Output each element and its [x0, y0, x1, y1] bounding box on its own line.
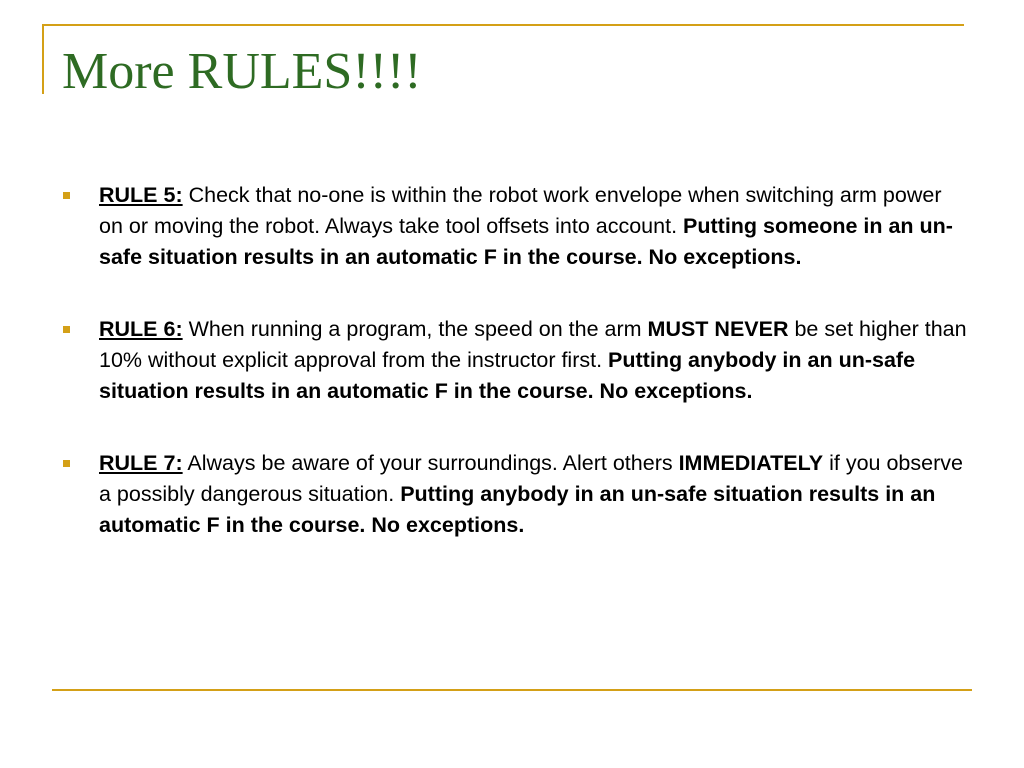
- rule-text: Check that no-one is within the robot work envelope when switching arm power on or moving the robot. Always take tool offsets into account.: [99, 183, 942, 238]
- rule-text-continued: be set higher than 10% without explicit approval from the instructor first.: [99, 317, 967, 372]
- rule-consequence: Putting anybody in an un-safe situation results in an automatic F in the course. No exceptions.: [99, 482, 936, 537]
- list-item-rule-5: [62, 180, 967, 273]
- rule-label: RULE 5:: [99, 183, 183, 207]
- left-divider-line: [42, 24, 44, 94]
- bottom-divider-line: [52, 689, 972, 691]
- rule-label: RULE 7:: [99, 451, 183, 475]
- rule-consequence: Putting anybody in an un-safe situation results in an automatic F in the course. No exceptions.: [99, 348, 916, 403]
- rule-text: Always be aware of your surroundings. Alert others: [182, 451, 679, 475]
- list-item-rule-7: [62, 448, 967, 541]
- square-bullet-icon: [63, 460, 70, 467]
- square-bullet-icon: [63, 192, 70, 199]
- slide-title: More RULES!!!!: [62, 43, 422, 100]
- square-bullet-icon: [63, 326, 70, 333]
- rule-consequence: Putting someone in an un-safe situation results in an automatic F in the course. No exceptions.: [99, 214, 953, 269]
- rule-label: RULE 6:: [99, 317, 183, 341]
- rule-emphasis: IMMEDIATELY: [678, 451, 824, 475]
- rule-emphasis: MUST NEVER: [647, 317, 789, 341]
- rule-text-continued: if you observe a possibly dangerous situation.: [99, 451, 963, 506]
- top-divider-line: [44, 24, 964, 26]
- rule-text: When running a program, the speed on the arm: [182, 317, 648, 341]
- rules-list: [62, 180, 967, 541]
- list-item-rule-6: [62, 314, 967, 407]
